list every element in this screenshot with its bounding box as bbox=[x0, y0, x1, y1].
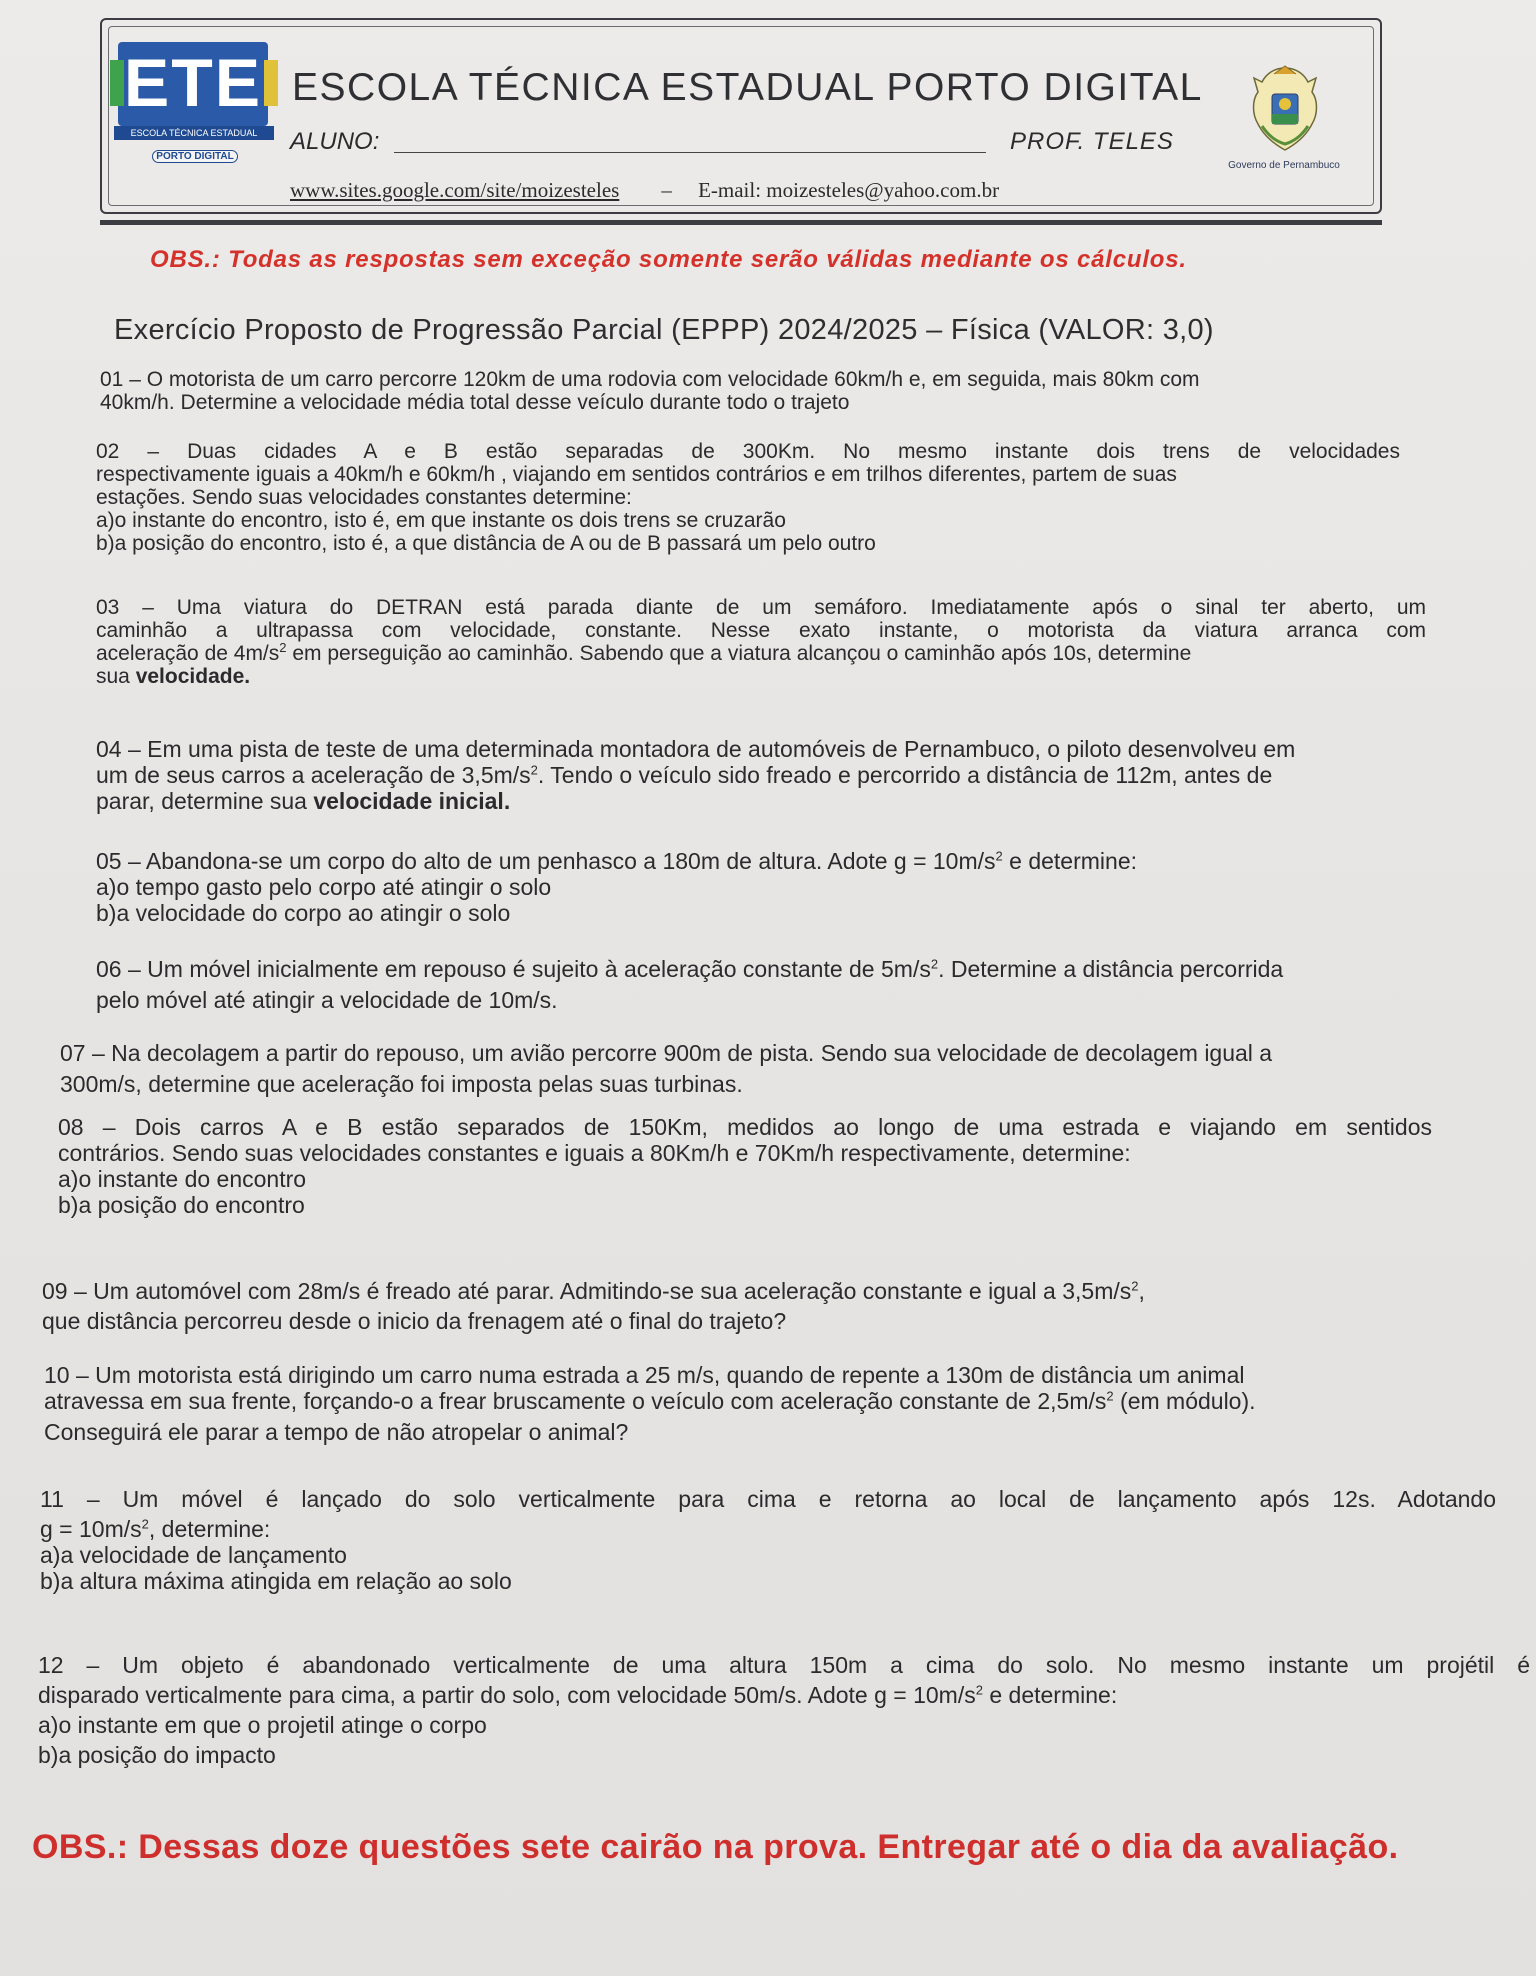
q04-line3-text: parar, determine sua bbox=[96, 788, 314, 814]
q06-line1-rest: . Determine a distância percorrida bbox=[938, 956, 1284, 982]
logo-text: ETE bbox=[123, 45, 263, 121]
q06-line2: pelo móvel até atingir a velocidade de 10m/s. bbox=[96, 987, 558, 1013]
q05-item-a: a)o tempo gasto pelo corpo até atingir o solo bbox=[96, 874, 552, 900]
q06-line1-text: 06 – Um móvel inicialmente em repouso é sujeito à aceleração constante de 5m/s bbox=[96, 956, 931, 982]
q03-line4-text: sua bbox=[96, 665, 136, 688]
q10-line2-text: atravessa em sua frente, forçando-o a frear bruscamente o veículo com aceleração constante de 2,5m/s bbox=[44, 1388, 1107, 1414]
q11-exponent: 2 bbox=[141, 1516, 149, 1532]
email-text: E-mail: moizesteles@yahoo.com.br bbox=[698, 178, 1000, 202]
question-07 bbox=[60, 1040, 1272, 1097]
q02-item-b: b)a posição do encontro, isto é, a que distância de A ou de B passará um pelo outro bbox=[96, 532, 876, 555]
q05-line1-text: 05 – Abandona-se um corpo do alto de um penhasco a 180m de altura. Adote g = 10m/s bbox=[96, 848, 996, 874]
question-12 bbox=[38, 1652, 1530, 1768]
page-title: Exercício Proposto de Progressão Parcial (EPPP) 2024/2025 – Física (VALOR: 3,0) bbox=[114, 314, 1214, 346]
q12-item-b: b)a posição do impacto bbox=[38, 1742, 276, 1768]
crest-caption: Governo de Pernambuco bbox=[1228, 160, 1340, 171]
logo-subtitle: ESCOLA TÉCNICA ESTADUAL bbox=[114, 126, 274, 140]
contact-line bbox=[290, 178, 999, 203]
q12-item-a: a)o instante em que o projetil atinge o corpo bbox=[38, 1712, 487, 1738]
header-divider bbox=[100, 220, 1382, 225]
student-label: ALUNO: bbox=[290, 128, 380, 155]
school-logo bbox=[118, 42, 268, 162]
q08-item-a: a)o instante do encontro bbox=[58, 1166, 307, 1192]
q11-item-a: a)a velocidade de lançamento bbox=[40, 1542, 347, 1568]
q04-line3-bold: velocidade inicial. bbox=[313, 788, 511, 814]
logo-badge: PORTO DIGITAL bbox=[152, 150, 238, 163]
question-10 bbox=[44, 1362, 1256, 1445]
q07-line1: 07 – Na decolagem a partir do repouso, um avião percorre 900m de pista. Sendo sua velocidade de decolagem igual a bbox=[60, 1040, 1273, 1066]
q09-line1 bbox=[42, 1278, 1145, 1304]
q09-line1-rest: , bbox=[1138, 1278, 1145, 1304]
teacher-name: PROF. TELES bbox=[1010, 128, 1174, 155]
student-name-line[interactable] bbox=[394, 152, 986, 153]
q05-item-b: b)a velocidade do corpo ao atingir o solo bbox=[96, 900, 511, 926]
q09-exponent: 2 bbox=[1131, 1278, 1139, 1294]
obs-bottom: OBS.: Dessas doze questões sete cairão na prova. Entregar até o dia da avaliação. bbox=[32, 1828, 1399, 1866]
q12-line2 bbox=[38, 1682, 1530, 1708]
q08-line1: 08 – Dois carros A e B estão separados de 150Km, medidos ao longo de uma estrada e viajando em sentidos bbox=[58, 1114, 1432, 1140]
q05-line1 bbox=[96, 848, 1137, 874]
question-04 bbox=[96, 736, 1295, 814]
question-02 bbox=[96, 440, 1400, 555]
question-08 bbox=[58, 1114, 1432, 1218]
q09-line1-text: 09 – Um automóvel com 28m/s é freado até parar. Admitindo-se sua aceleração constante e igual a 3,5m/s bbox=[42, 1278, 1132, 1304]
q10-line1: 10 – Um motorista está dirigindo um carro numa estrada a 25 m/s, quando de repente a 130m de distância um animal bbox=[44, 1362, 1245, 1388]
q03-line3 bbox=[96, 642, 1426, 665]
q03-exponent: 2 bbox=[279, 640, 287, 655]
q02-line2: respectivamente iguais a 40km/h e 60km/h , viajando em sentidos contrários e em trilhos diferentes, partem de suas bbox=[96, 463, 1177, 486]
q05-line1-rest: e determine: bbox=[1002, 848, 1138, 874]
q10-exponent: 2 bbox=[1106, 1388, 1114, 1404]
q03-line3-text: aceleração de 4m/s bbox=[96, 642, 280, 665]
q10-line3: Conseguirá ele parar a tempo de não atropelar o animal? bbox=[44, 1419, 629, 1445]
question-09 bbox=[42, 1278, 1145, 1334]
q11-line2 bbox=[40, 1516, 1496, 1542]
q12-exponent: 2 bbox=[975, 1682, 983, 1698]
q02-line1: 02 – Duas cidades A e B estão separadas de 300Km. No mesmo instante dois trens de velocidades bbox=[96, 440, 1400, 463]
q01-line1: 01 – O motorista de um carro percorre 120km de uma rodovia com velocidade 60km/h e, em seguida, mais 80km com bbox=[100, 368, 1200, 391]
q03-line3-rest: em perseguição ao caminhão. Sabendo que a viatura alcançou o caminhão após 10s, determine bbox=[286, 642, 1192, 665]
q12-line1: 12 – Um objeto é abandonado verticalmente de uma altura 150m a cima do solo. No mesmo instante um projétil é bbox=[38, 1652, 1530, 1678]
q04-line2 bbox=[96, 762, 1295, 788]
q05-exponent: 2 bbox=[995, 848, 1003, 864]
question-03 bbox=[96, 596, 1426, 688]
q10-line2 bbox=[44, 1388, 1256, 1414]
q07-line2: 300m/s, determine que aceleração foi imposta pelas suas turbinas. bbox=[60, 1071, 743, 1097]
q08-line2: contrários. Sendo suas velocidades constantes e iguais a 80Km/h e 70Km/h respectivamente, determine: bbox=[58, 1140, 1131, 1166]
q06-line1 bbox=[96, 956, 1283, 982]
question-05 bbox=[96, 848, 1137, 926]
q03-line4 bbox=[96, 665, 1426, 688]
q02-item-a: a)o instante do encontro, isto é, em que instante os dois trens se cruzarão bbox=[96, 509, 786, 532]
q04-line1: 04 – Em uma pista de teste de uma determinada montadora de automóveis de Pernambuco, o piloto desenvolveu em bbox=[96, 736, 1296, 762]
q03-line4-bold: velocidade. bbox=[135, 665, 251, 688]
q12-line2-rest: e determine: bbox=[982, 1682, 1118, 1708]
school-name: ESCOLA TÉCNICA ESTADUAL PORTO DIGITAL bbox=[292, 66, 1203, 109]
question-01 bbox=[100, 368, 1200, 414]
q09-line2: que distância percorreu desde o inicio da frenagem até o final do trajeto? bbox=[42, 1308, 787, 1334]
q08-item-b: b)a posição do encontro bbox=[58, 1192, 305, 1218]
website-link[interactable]: www.sites.google.com/site/moizesteles bbox=[290, 178, 620, 202]
q04-line2-text: um de seus carros a aceleração de 3,5m/s bbox=[96, 762, 531, 788]
q02-line3: estações. Sendo suas velocidades constantes determine: bbox=[96, 486, 632, 509]
q11-item-b: b)a altura máxima atingida em relação ao solo bbox=[40, 1568, 512, 1594]
logo-block bbox=[118, 42, 268, 126]
q04-line3 bbox=[96, 788, 1295, 814]
q11-line2-text: g = 10m/s bbox=[40, 1516, 142, 1542]
q03-line1: 03 – Uma viatura do DETRAN está parada diante de um semáforo. Imediatamente após o sinal ter aberto, um bbox=[96, 596, 1426, 619]
question-06 bbox=[96, 956, 1283, 1013]
separator: – bbox=[661, 178, 672, 202]
q04-exponent: 2 bbox=[530, 762, 538, 778]
q11-line2-rest: , determine: bbox=[148, 1516, 271, 1542]
q01-line2: 40km/h. Determine a velocidade média total desse veículo durante todo o trajeto bbox=[100, 391, 850, 414]
q11-line1: 11 – Um móvel é lançado do solo verticalmente para cima e retorna ao local de lançamento após 12s. Adotando bbox=[40, 1486, 1496, 1512]
state-crest-icon bbox=[1244, 64, 1326, 154]
q10-line2-rest: (em módulo). bbox=[1113, 1388, 1256, 1414]
q03-line2: caminhão a ultrapassa com velocidade, constante. Nesse exato instante, o motorista da viatura arranca com bbox=[96, 619, 1426, 642]
obs-top: OBS.: Todas as respostas sem exceção somente serão válidas mediante os cálculos. bbox=[150, 246, 1187, 273]
q12-line2-text: disparado verticalmente para cima, a partir do solo, com velocidade 50m/s. Adote g = 10m/s bbox=[38, 1682, 976, 1708]
q04-line2-rest: . Tendo o veículo sido freado e percorrido a distância de 112m, antes de bbox=[537, 762, 1273, 788]
q06-exponent: 2 bbox=[930, 956, 939, 972]
question-11 bbox=[40, 1486, 1496, 1594]
